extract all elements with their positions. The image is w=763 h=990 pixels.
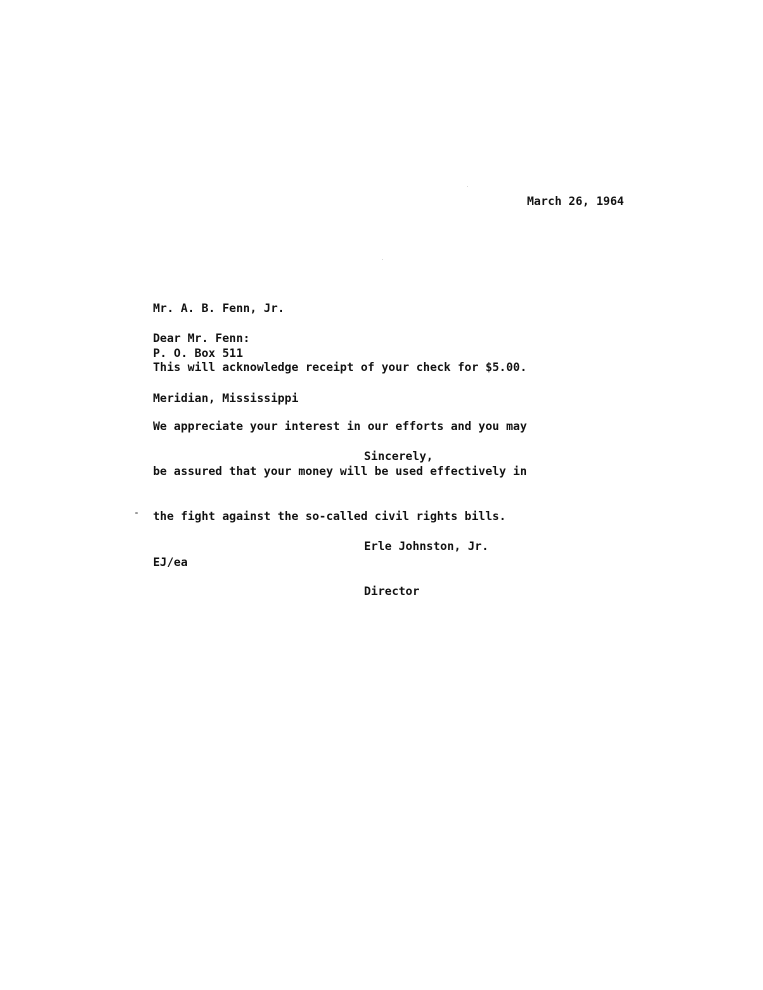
paragraph-1: This will acknowledge receipt of your check for $5.00.	[153, 360, 527, 374]
paragraph-2-line: We appreciate your interest in our efforts and you may	[153, 419, 527, 433]
paragraph-2-line: the fight against the so-called civil rights bills.	[153, 509, 507, 523]
scan-speck	[135, 512, 138, 514]
scan-speck	[467, 186, 468, 187]
paragraph-2-line: be assured that your money will be used effectively in	[153, 464, 527, 478]
signer-name: Erle Johnston, Jr.	[364, 539, 489, 553]
salutation: Dear Mr. Fenn:	[153, 331, 250, 345]
closing: Sincerely,	[364, 449, 434, 463]
recipient-name: Mr. A. B. Fenn, Jr.	[153, 301, 285, 315]
recipient-street: P. O. Box 511	[153, 346, 244, 360]
signature-block	[364, 509, 489, 629]
scan-edge-marks	[648, 0, 763, 3]
letter-date: March 26, 1964	[527, 194, 624, 208]
scan-speck	[382, 259, 383, 260]
typist-initials: EJ/ea	[153, 555, 188, 569]
signer-title: Director	[364, 584, 420, 598]
recipient-city: Meridian, Mississippi	[153, 391, 299, 405]
